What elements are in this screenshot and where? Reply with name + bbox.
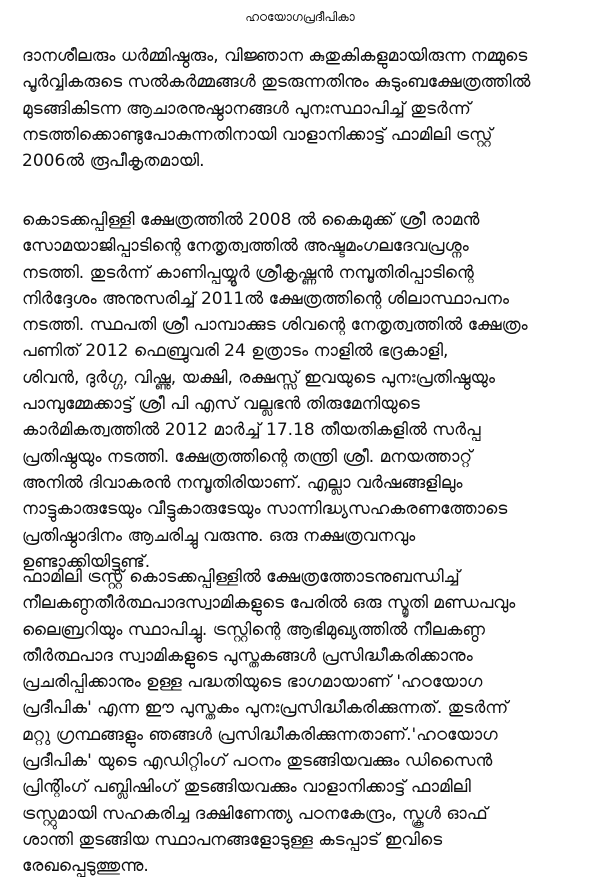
text-line: പ്രചരിപ്പിക്കാനും ഉള്ള പദ്ധതിയുടെ ഭാഗമായാണ് 'ഹഠയോഗ bbox=[22, 672, 483, 693]
text-line: ട്രസ്റ്റുമായി സഹകരിച്ച ദക്ഷിണേന്ത്യ പഠനകേന്ദ്രം, സ്കൂൾ ഓഫ് bbox=[22, 803, 488, 824]
text-line: പണിത് 2012 ഫെബ്രുവരി 24 ഉത്രാടം നാളിൽ ഭദ്രകാളി, bbox=[22, 341, 449, 362]
page-header-title: ഹഠയോഗപ്രദീപികാ bbox=[245, 10, 355, 24]
text-line: 2006ൽ രൂപീകൃതമായി. bbox=[22, 151, 205, 172]
text-line: മുടങ്ങികിടന്ന ആചാരനുഷ്ഠാനങ്ങൾ പുനഃസ്ഥാപിച്ച് തുടർന്ന് bbox=[22, 98, 471, 119]
text-line: ഉണ്ടാക്കിയിട്ടുണ്ട്. bbox=[22, 551, 151, 572]
text-line: ലൈബ്രറിയും സ്ഥാപിച്ചു. ട്രസ്റ്റിന്റെ ആഭിമുഖ്യത്തിൽ നീലകണ്ഠ bbox=[22, 619, 485, 640]
text-line: പൂർവ്വികരുടെ സൽകർമ്മങ്ങൾ തുടരുന്നതിനും കുടുംബക്ഷേത്രത്തിൽ bbox=[22, 72, 531, 93]
text-line: പ്രതിഷ്ഠാദിനം ആചരിച്ചു വരുന്നു. ഒരു നക്ഷത്രവനവും bbox=[22, 525, 416, 546]
text-line: നടത്തി. തുടർന്ന് കാണിപ്പയ്യൂർ ശ്രീകൃഷ്ണൻ നമ്പൂതിരിപ്പാടിന്റെ bbox=[22, 262, 474, 283]
text-line: നടത്തിക്കൊണ്ടുപോകുന്നതിനായി വാളാനിക്കാട്ട് ഫാമിലി ട്രസ്റ്റ് bbox=[22, 124, 493, 145]
text-line: അനിൽ ദിവാകരൻ നമ്പൂതിരിയാണ്. എല്ലാ വർഷങ്ങളിലും bbox=[22, 472, 463, 493]
paragraph-trust-formation bbox=[22, 43, 592, 174]
text-line: കാർമികത്വത്തിൽ 2012 മാർച്ച് 17.18 തീയതികളിൽ സർപ്പ bbox=[22, 420, 481, 441]
text-line: പ്രതിഷ്ഠയും നടത്തി. ക്ഷേത്രത്തിന്റെ തന്ത്രി ശ്രീ. മനയത്താറ്റ് bbox=[22, 446, 473, 467]
text-line: നിർദ്ദേശം അനുസരിച്ച് 2011ൽ ക്ഷേത്രത്തിന്റെ ശിലാസ്ഥാപനം bbox=[22, 288, 509, 309]
text-line: ദാനശീലരും ധർമ്മിഷ്ഠരും, വിജ്ഞാന കുതുകികളുമായിരുന്ന നമ്മുടെ bbox=[22, 46, 528, 66]
text-line: മറ്റു ഗ്രന്ഥങ്ങളും ഞങ്ങൾ പ്രസിദ്ധീകരിക്കുന്നതാണ്.'ഹഠയോഗ bbox=[22, 724, 498, 745]
paragraph-publication-acknowledgement bbox=[22, 564, 592, 880]
text-line: സോമയാജിപ്പാടിന്റെ നേതൃത്വത്തിൽ അഷ്ടമംഗലദേവപ്രശ്നം bbox=[22, 236, 469, 257]
text-line: ശിവൻ, ദുർഗ്ഗ, വിഷ്ണു, യക്ഷി, രക്ഷസ്സ് ഇവയുടെ പുനഃപ്രതിഷ്ഠയും bbox=[22, 367, 496, 388]
text-line: പ്രദീപിക' എന്ന ഈ പുസ്തകം പുനഃപ്രസിദ്ധീകരിക്കുന്നത്. തുടർന്ന് bbox=[22, 698, 509, 719]
paragraph-temple-history bbox=[22, 207, 592, 575]
text-line: തീർത്ഥപാദ സ്വാമികളുടെ പുസ്തകങ്ങൾ പ്രസിദ്ധീകരിക്കാനും bbox=[22, 645, 473, 666]
text-line: നടത്തി. സ്ഥപതി ശ്രീ പാമ്പാക്കുട ശിവന്റെ നേതൃത്വത്തിൽ ക്ഷേത്രം bbox=[22, 315, 528, 336]
text-line: രേഖപ്പെടുത്തുന്നു. bbox=[22, 856, 149, 877]
text-line: പ്രിന്റിംഗ് പബ്ലിഷിംഗ് തുടങ്ങിയവക്കും വാളാനിക്കാട്ട് ഫാമിലി bbox=[22, 777, 471, 798]
text-line: ഫാമിലി ട്രസ്റ്റ് കൊടക്കപ്പിള്ളിൽ ക്ഷേത്രത്തോടനുബന്ധിച്ച് bbox=[22, 567, 460, 587]
text-line: നാട്ടുകാരുടേയും വീട്ടുകാരുടേയും സാന്നിദ്ധ്യസഹകരണത്തോടെ bbox=[22, 499, 508, 520]
text-line: പ്രദീപിക' യുടെ എഡിറ്റിംഗ് പഠനം തുടങ്ങിയവക്കും ഡിസൈൻ bbox=[22, 751, 493, 772]
text-line: നീലകണ്ഠതീർത്ഥപാദസ്വാമികളുടെ പേരിൽ ഒരു സ്മൃതി മണ്ഡപവും bbox=[22, 593, 516, 614]
text-line: ശാന്തി തുടങ്ങിയ സ്ഥാപനങ്ങളോടുള്ള കടപ്പാട് ഇവിടെ bbox=[22, 829, 443, 850]
text-line: കൊടക്കപ്പിള്ളി ക്ഷേത്രത്തിൽ 2008 ൽ കൈമുക്ക് ശ്രീ രാമൻ bbox=[22, 210, 480, 230]
text-line: പാമ്പുമ്മേക്കാട്ട് ശ്രീ പി എസ് വല്ലഭൻ തിരുമേനിയുടെ bbox=[22, 394, 420, 415]
